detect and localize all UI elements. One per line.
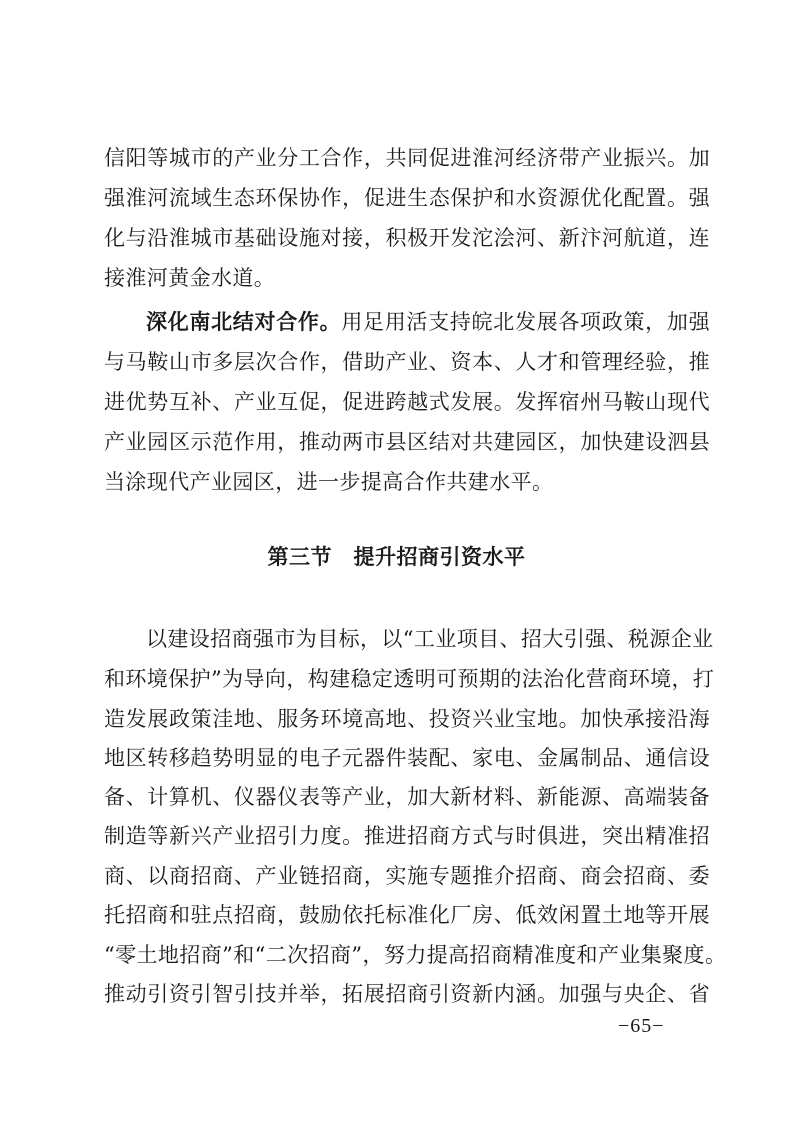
paragraph-1-line-4: 接淮河黄金水道。	[104, 266, 276, 290]
paragraph-1-line-1: 信阳等城市的产业分工合作，共同促进淮河经济带产业振兴。加	[104, 146, 710, 170]
paragraph-3-line-4: 地区转移趋势明显的电子元器件装配、家电、金属制品、通信设	[104, 746, 710, 770]
paragraph-3-line-3: 造发展政策洼地、服务环境高地、投资兴业宝地。加快承接沿海	[104, 707, 710, 731]
paragraph-2-bold-lead: 深化南北结对合作。	[146, 310, 342, 334]
paragraph-2-line-1-rest: 用足用活支持皖北发展各项政策，加强	[341, 310, 710, 334]
paragraph-1-line-2: 强淮河流域生态环保协作，促进生态保护和水资源优化配置。强	[104, 186, 710, 210]
paragraph-3-line-10: 推动引资引智引技并举，拓展招商引资新内涵。加强与央企、省	[104, 982, 710, 1006]
paragraph-3-line-9: “零土地招商”和“二次招商”，努力提高招商精准度和产业集聚度。	[104, 943, 727, 967]
paragraph-3-line-6: 制造等新兴产业招引力度。推进招商方式与时俱进，突出精准招	[104, 824, 710, 848]
paragraph-3-line-7: 商、以商招商、产业链招商，实施专题推介招商、商会招商、委	[104, 864, 710, 888]
paragraph-3-line-5: 备、计算机、仪器仪表等产业，加大新材料、新能源、高端装备	[104, 785, 710, 809]
paragraph-2-line-1	[146, 307, 710, 337]
paragraph-3-line-8: 托招商和驻点招商，鼓励依托标准化厂房、低效闲置土地等开展	[104, 903, 710, 927]
paragraph-1-line-3: 化与沿淮城市基础设施对接，积极开发沱浍河、新汴河航道，连	[104, 226, 710, 250]
paragraph-2-line-4: 产业园区示范作用，推动两市县区结对共建园区，加快建设泗县	[104, 430, 710, 454]
paragraph-3-line-1: 以建设招商强市为目标，以“工业项目、招大引强、税源企业	[146, 627, 714, 651]
paragraph-2-line-3: 进优势互补、产业互促，促进跨越式发展。发挥宿州马鞍山现代	[104, 390, 710, 414]
paragraph-3-line-2: 和环境保护”为导向，构建稳定透明可预期的法治化营商环境，打	[104, 667, 715, 691]
paragraph-2-line-2: 与马鞍山市多层次合作，借助产业、资本、人才和管理经验，推	[104, 350, 710, 374]
paragraph-2-line-5: 当涂现代产业园区，进一步提高合作共建水平。	[104, 470, 554, 494]
page-number: −65−	[618, 1015, 665, 1037]
section-heading: 第三节 提升招商引资水平	[267, 545, 526, 569]
